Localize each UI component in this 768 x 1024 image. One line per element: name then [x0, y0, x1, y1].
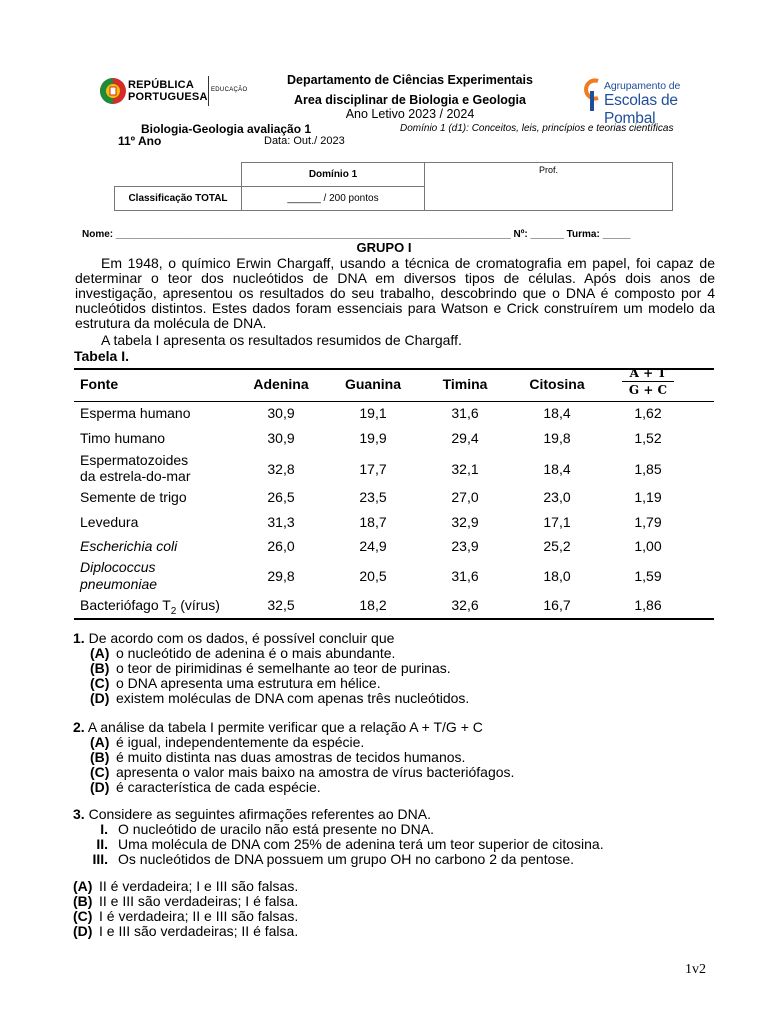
table-cell: 18,2	[359, 597, 387, 613]
row-4-fonte: Semente de trigo	[80, 489, 187, 505]
question-3-option-b[interactable]	[73, 894, 604, 909]
table-cell: 26,0	[267, 538, 295, 554]
option-label: (D)	[90, 779, 110, 795]
question-2-number: 2.	[73, 719, 85, 735]
agrupamento-logo	[584, 78, 714, 127]
header-citosina: Citosina	[529, 376, 585, 392]
department-title: Departamento de Ciências Experimentais	[287, 73, 533, 87]
table-cell: 30,9	[267, 430, 295, 446]
question-3	[73, 807, 604, 939]
agrupamento-line1: Agrupamento de	[604, 80, 681, 92]
row-3-fonte-line1: Espermatozoides	[80, 452, 189, 468]
table-cell: 1,52	[634, 430, 662, 446]
question-1-stem: De acordo com os dados, é possível concluir que	[88, 630, 395, 646]
row-8-fonte	[80, 597, 220, 617]
row-7-fonte-line1: Diplococcus	[80, 559, 156, 575]
republica-text: REPÚBLICA	[128, 79, 194, 91]
option-label: (C)	[73, 908, 93, 924]
portuguesa-text: PORTUGUESA	[128, 91, 208, 103]
option-label: (B)	[90, 660, 110, 676]
table-intro: A tabela I apresenta os resultados resumidos de Chargaff.	[101, 332, 462, 348]
option-label: (B)	[73, 893, 93, 909]
table-cell: 32,8	[267, 461, 295, 477]
statement-label: I.	[100, 821, 108, 837]
statement-text: Uma molécula de DNA com 25% de adenina terá um teor superior de citosina.	[118, 836, 604, 852]
question-3-statement-2	[73, 837, 604, 852]
group-title: GRUPO I	[356, 240, 412, 255]
table-cell: 25,2	[543, 538, 571, 554]
statement-label: II.	[96, 836, 108, 852]
table-cell: 32,1	[451, 461, 479, 477]
table-cell: 23,0	[543, 489, 571, 505]
option-text: II e III são verdadeiras; I é falsa.	[99, 893, 299, 909]
option-text: o DNA apresenta uma estrutura em hélice.	[116, 675, 381, 691]
table-cell: 1,59	[634, 568, 662, 584]
question-1-option-d[interactable]	[73, 691, 469, 706]
table-cell: 1,86	[634, 597, 662, 613]
option-text: é característica de cada espécie.	[116, 779, 321, 795]
row-3-fonte-line2: da estrela-do-mar	[80, 468, 191, 484]
option-label: (A)	[73, 878, 93, 894]
prof-cell[interactable]: Prof.	[425, 163, 673, 211]
republica-portuguesa-logo	[98, 76, 248, 110]
table-cell: 27,0	[451, 489, 479, 505]
exam-date: Data: Out./ 2023	[264, 135, 345, 147]
question-2-option-d[interactable]	[73, 780, 514, 795]
table-cell: 26,5	[267, 489, 295, 505]
option-text: é igual, independentemente da espécie.	[116, 734, 365, 750]
assessment-title: Biologia-Geologia avaliação 1	[141, 122, 312, 136]
row-2-fonte: Timo humano	[80, 430, 166, 446]
logo-divider	[208, 76, 209, 106]
option-label: (C)	[90, 764, 110, 780]
option-label: (D)	[73, 923, 93, 939]
question-3-number: 3.	[73, 806, 85, 822]
page-number: 1v2	[685, 962, 706, 977]
header-fonte: Fonte	[80, 376, 119, 392]
header-guanina: Guanina	[344, 376, 401, 392]
option-label: (C)	[90, 675, 110, 691]
points-cell[interactable]: ______ / 200 pontos	[242, 187, 425, 211]
ano-letivo: Ano Letivo 2023 / 2024	[345, 107, 475, 121]
option-text: I e III são verdadeiras; II é falsa.	[99, 923, 299, 939]
table-cell: 18,7	[359, 514, 387, 530]
table-cell: 1,19	[634, 489, 662, 505]
row-7-fonte	[80, 559, 157, 593]
row-8-fonte-sub: 2	[170, 605, 177, 617]
question-1	[73, 631, 469, 706]
option-label: (B)	[90, 749, 110, 765]
table-cell: 16,7	[543, 597, 571, 613]
table-cell: 23,9	[451, 538, 479, 554]
table-cell: 31,3	[267, 514, 295, 530]
classification-total-label: Classificação TOTAL	[115, 187, 242, 211]
question-1-option-a[interactable]	[73, 646, 469, 661]
chargaff-table	[74, 368, 714, 620]
row-5-fonte: Levedura	[80, 514, 139, 530]
option-text: existem moléculas de DNA com apenas três nucleótidos.	[116, 690, 470, 706]
table-cell: 31,6	[451, 405, 479, 421]
table-cell: 1,00	[634, 538, 662, 554]
question-3-option-a[interactable]	[73, 879, 604, 894]
option-label: (A)	[90, 645, 110, 661]
question-2-option-c[interactable]	[73, 765, 514, 780]
question-2-option-a[interactable]	[73, 735, 514, 750]
table-cell: 17,7	[359, 461, 387, 477]
student-info-line[interactable]: Nome: _______________________________________________________________________ Nº: ______ Turma: _____	[82, 229, 631, 240]
school-year: 11º Ano	[118, 134, 162, 148]
classification-empty-cell	[115, 163, 242, 187]
ratio-header	[620, 366, 676, 397]
header-timina: Timina	[442, 376, 488, 392]
table-header-rule	[74, 401, 714, 402]
table-cell: 18,4	[543, 461, 571, 477]
ratio-denominator: G + C	[628, 383, 668, 397]
ratio-bar	[622, 381, 674, 382]
option-text: I é verdadeira; II e III são falsas.	[99, 908, 299, 924]
intro-paragraph: Em 1948, o químico Erwin Chargaff, usando a técnica de cromatografia em papel, foi capaz de determinar o teor dos nucleótidos de DNA em diversos tipos de células. Após dois anos de investigação, apresentou os resultados do seu trabalho, descobrindo que o DNA é composto por 4 nucleótidos distintos. Estes dados foram essenciais para Watson e Crick construírem um modelo da estrutura da molécula de DNA.	[75, 255, 715, 331]
dominio-info-text: Domínio 1 (d1): Conceitos, leis, princípios e teorias científicas	[400, 123, 674, 134]
row-7-fonte-line2: pneumoniae	[80, 576, 158, 592]
table-cell: 17,1	[543, 514, 571, 530]
table-cell: 32,6	[451, 597, 479, 613]
row-8-fonte-suffix: (vírus)	[176, 597, 220, 613]
table-cell: 31,6	[451, 568, 479, 584]
portugal-emblem-icon	[98, 76, 128, 106]
question-3-statement-3	[73, 852, 604, 867]
row-3-fonte	[80, 452, 191, 484]
table-cell: 23,5	[359, 489, 387, 505]
educacao-text: EDUCAÇÃO	[211, 87, 248, 93]
table-cell: 32,9	[451, 514, 479, 530]
option-text: II é verdadeira; I e III são falsas.	[99, 878, 299, 894]
question-2-stem: A análise da tabela I permite verificar que a relação A + T/G + C	[87, 719, 483, 735]
table-cell: 24,9	[359, 538, 387, 554]
option-text: o nucleótido de adenina é o mais abundante.	[116, 645, 396, 661]
classification-box	[114, 162, 673, 211]
table-cell: 19,1	[359, 405, 387, 421]
question-3-stem: Considere as seguintes afirmações referentes ao DNA.	[88, 806, 431, 822]
table-cell: 30,9	[267, 405, 295, 421]
table-cell: 1,85	[634, 461, 662, 477]
question-3-option-d[interactable]	[73, 924, 604, 939]
agrupamento-line2: Escolas de Pombal	[604, 92, 678, 127]
question-1-option-b[interactable]	[73, 661, 469, 676]
statement-text: O nucleótido de uracilo não está presente no DNA.	[118, 821, 434, 837]
question-2-option-b[interactable]	[73, 750, 514, 765]
dominio-header: Domínio 1	[242, 163, 425, 187]
table-cell: 29,4	[451, 430, 479, 446]
ratio-numerator: A + T	[629, 366, 667, 380]
header-adenina: Adenina	[253, 376, 309, 392]
dominio-info	[400, 123, 673, 134]
question-3-statement-1	[73, 822, 604, 837]
row-1-fonte: Esperma humano	[80, 405, 191, 421]
table-cell: 19,9	[359, 430, 387, 446]
table-bottom-rule	[74, 618, 714, 620]
question-2	[73, 720, 514, 795]
option-text: o teor de pirimidinas é semelhante ao teor de purinas.	[116, 660, 451, 676]
table-cell: 20,5	[359, 568, 387, 584]
table-cell: 1,79	[634, 514, 662, 530]
table-cell: 18,0	[543, 568, 571, 584]
question-1-option-c[interactable]	[73, 676, 469, 691]
statement-text: Os nucleótidos de DNA possuem um grupo OH no carbono 2 da pentose.	[118, 851, 575, 867]
row-6-fonte: Escherichia coli	[80, 538, 178, 554]
area-title: Area disciplinar de Biologia e Geologia	[293, 93, 526, 107]
option-label: (D)	[90, 690, 110, 706]
option-label: (A)	[90, 734, 110, 750]
option-text: é muito distinta nas duas amostras de tecidos humanos.	[116, 749, 466, 765]
option-text: apresenta o valor mais baixo na amostra de vírus bacteriófagos.	[116, 764, 515, 780]
table-cell: 19,8	[543, 430, 571, 446]
table-top-rule	[74, 368, 714, 370]
table-cell: 29,8	[267, 568, 295, 584]
table-cell: 1,62	[634, 405, 662, 421]
table-cell: 32,5	[267, 597, 295, 613]
question-1-number: 1.	[73, 630, 85, 646]
statement-label: III.	[92, 851, 108, 867]
question-3-option-c[interactable]	[73, 909, 604, 924]
row-8-fonte-prefix: Bacteriófago T	[80, 597, 171, 613]
table-caption: Tabela I.	[74, 348, 129, 364]
agrupamento-emblem-icon	[584, 78, 602, 112]
table-cell: 18,4	[543, 405, 571, 421]
department-header	[250, 72, 570, 121]
